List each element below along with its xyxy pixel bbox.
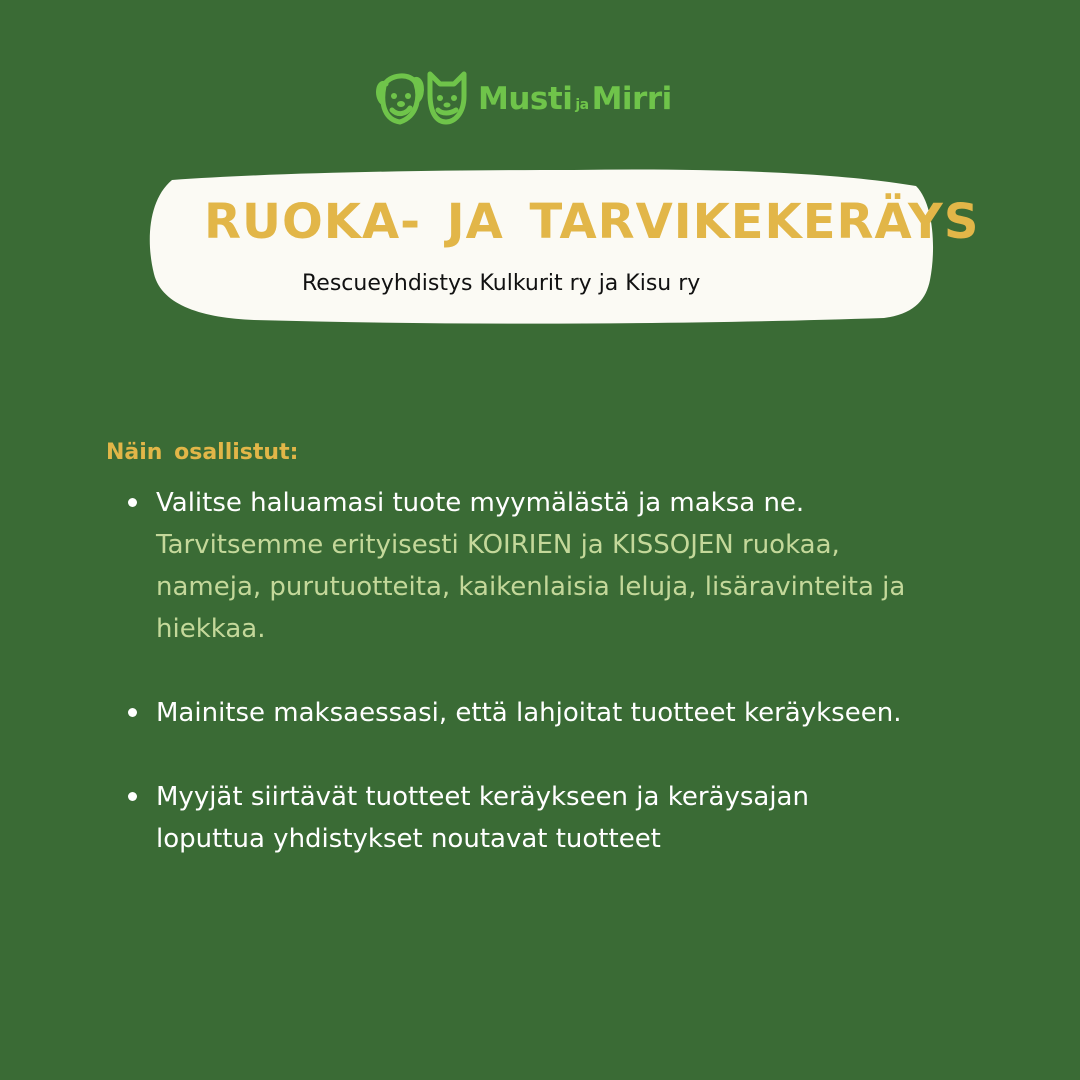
step-text: Valitse haluamasi tuote myymälästä ja maksa ne. [156, 488, 805, 518]
logo-wordmark [478, 81, 672, 117]
page-subtitle: Rescueyhdistys Kulkurit ry ja Kisu ry [302, 271, 701, 296]
step-text: Myyjät siirtävät tuotteet keräykseen ja keräysajan [156, 782, 809, 812]
list-item [126, 692, 996, 734]
musti-ja-mirri-logo [374, 64, 672, 134]
step-text: loputtua yhdistykset noutavat tuotteet [156, 824, 661, 854]
bullet-icon [128, 498, 137, 507]
step-note: hiekkaa. [156, 614, 266, 644]
logo-word-musti: Musti [478, 81, 573, 117]
step-note: nameja, purutuotteita, kaikenlaisia leluja, lisäravinteita ja [156, 572, 906, 602]
title-banner [144, 164, 980, 326]
bullet-icon [128, 708, 137, 717]
logo-word-ja: ja [575, 97, 589, 113]
instructions-list [126, 482, 996, 902]
list-item [126, 482, 996, 650]
dog-and-cat-logo-icon [374, 66, 470, 132]
page-title: RUOKA- JA TARVIKEKERÄYS [204, 194, 980, 250]
logo-word-mirri: Mirri [591, 81, 672, 117]
instructions-heading: Näin osallistut: [106, 440, 299, 465]
list-item [126, 776, 996, 860]
step-note: Tarvitsemme erityisesti KOIRIEN ja KISSOJEN ruokaa, [156, 530, 840, 560]
bullet-icon [128, 792, 137, 801]
step-text: Mainitse maksaessasi, että lahjoitat tuotteet keräykseen. [156, 698, 902, 728]
